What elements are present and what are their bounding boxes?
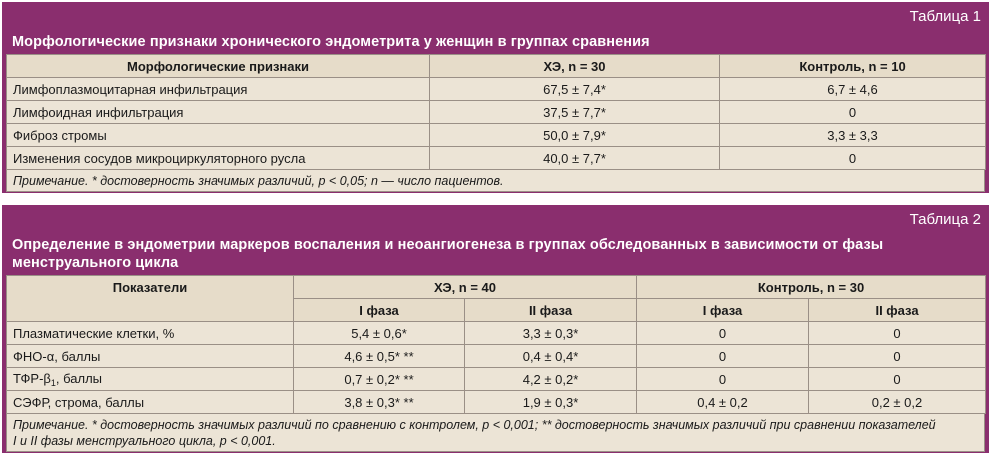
row-label: ФНО-α, баллы (7, 345, 294, 368)
column-header-che-group: ХЭ, n = 40 (294, 276, 637, 299)
table-row (7, 101, 986, 124)
column-header-indicators: Показатели (7, 276, 294, 322)
table-2-note-line-2: I и II фазы менструального цикла, p < 0,001. (13, 434, 276, 448)
table-row (7, 368, 986, 391)
table-row (7, 78, 986, 101)
table-2-note-line-1: Примечание. * достоверность значимых различий по сравнению с контролем, p < 0,001; ** достоверность значимых различий при сравнении показателей (13, 418, 936, 432)
cell-value: 3,8 ± 0,3* ** (294, 391, 465, 414)
table-row (7, 391, 986, 414)
table-1-note: Примечание. * достоверность значимых различий, p < 0,05; n — число пациентов. (6, 170, 985, 192)
table-row (7, 345, 986, 368)
cell-value: 3,3 ± 3,3 (720, 124, 986, 147)
row-label-main: ТФР-β (13, 370, 51, 386)
cell-value: 0 (637, 345, 809, 368)
table-2 (6, 275, 986, 414)
cell-value: 3,3 ± 0,3* (465, 322, 637, 345)
column-header-che-phase-1: I фаза (294, 299, 465, 322)
cell-value: 0,4 ± 0,2 (637, 391, 809, 414)
row-label: Фиброз стромы (7, 124, 430, 147)
row-label: СЭФР, строма, баллы (7, 391, 294, 414)
table-2-header-row-1 (7, 276, 986, 299)
cell-value: 67,5 ± 7,4* (430, 78, 720, 101)
row-label: Лимфоплазмоцитарная инфильтрация (7, 78, 430, 101)
cell-value: 0 (720, 147, 986, 170)
cell-value: 50,0 ± 7,9* (430, 124, 720, 147)
cell-value: 0,4 ± 0,4* (465, 345, 637, 368)
column-header-che: ХЭ, n = 30 (430, 55, 720, 78)
cell-value: 6,7 ± 4,6 (720, 78, 986, 101)
table-2-number: Таблица 2 (909, 211, 981, 228)
cell-value: 40,0 ± 7,7* (430, 147, 720, 170)
row-label (7, 368, 294, 391)
table-1 (6, 54, 986, 170)
table-1-body (6, 54, 985, 192)
row-label: Лимфоидная инфильтрация (7, 101, 430, 124)
cell-value: 4,6 ± 0,5* ** (294, 345, 465, 368)
table-row (7, 147, 986, 170)
table-2-title (12, 236, 981, 272)
table-1-header (6, 2, 985, 54)
cell-value: 4,2 ± 0,2* (465, 368, 637, 391)
cell-value: 0 (637, 322, 809, 345)
column-header-control-group: Контроль, n = 30 (637, 276, 986, 299)
row-label-suffix: , баллы (55, 370, 103, 386)
column-header-control: Контроль, n = 10 (720, 55, 986, 78)
row-label: Изменения сосудов микроциркуляторного русла (7, 147, 430, 170)
table-2-body (6, 275, 985, 452)
table-1-title: Морфологические признаки хронического эндометрита у женщин в группах сравнения (12, 34, 650, 50)
table-row (7, 322, 986, 345)
cell-value: 0 (720, 101, 986, 124)
table-row (7, 124, 986, 147)
table-1-number: Таблица 1 (909, 8, 981, 25)
table-2-block (2, 205, 989, 453)
cell-value: 37,5 ± 7,7* (430, 101, 720, 124)
column-header-control-phase-1: I фаза (637, 299, 809, 322)
table-2-note (6, 414, 985, 452)
column-header-features: Морфологические признаки (7, 55, 430, 78)
cell-value: 1,9 ± 0,3* (465, 391, 637, 414)
cell-value: 0 (637, 368, 809, 391)
column-header-che-phase-2: II фаза (465, 299, 637, 322)
cell-value: 5,4 ± 0,6* (294, 322, 465, 345)
table-2-header (6, 205, 985, 275)
cell-value: 0,7 ± 0,2* ** (294, 368, 465, 391)
table-2-title-line-1: Определение в эндометрии маркеров воспаления и неоангиогенеза в группах обследованных в зависимости от фазы (12, 237, 884, 253)
table-1-block (2, 2, 989, 193)
row-label: Плазматические клетки, % (7, 322, 294, 345)
cell-value: 0 (809, 345, 986, 368)
column-header-control-phase-2: II фаза (809, 299, 986, 322)
cell-value: 0 (809, 322, 986, 345)
row-label-subscript: 1 (50, 377, 56, 388)
table-2-title-line-2: менструального цикла (12, 255, 179, 271)
cell-value: 0 (809, 368, 986, 391)
cell-value: 0,2 ± 0,2 (809, 391, 986, 414)
table-1-header-row (7, 55, 986, 78)
